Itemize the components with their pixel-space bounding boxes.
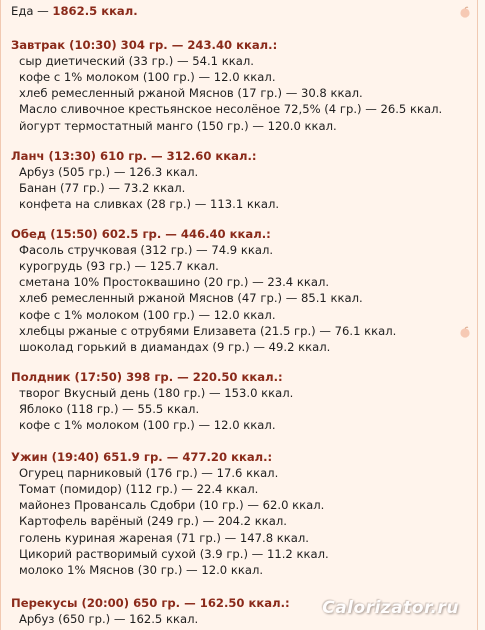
food-item: хлебцы ржаные с отрубями Елизавета (21.5 гр.) — 76.1 ккал. bbox=[19, 324, 397, 338]
meal-section-title: Перекусы (20:00) 650 гр. — 162.50 ккал.: bbox=[11, 596, 290, 610]
food-item: сметана 10% Простоквашино (20 гр.) — 23.4 ккал. bbox=[19, 275, 330, 289]
meal-section-title: Завтрак (10:30) 304 гр. — 243.40 ккал.: bbox=[11, 38, 278, 52]
food-item: сыр диетический (33 гр.) — 54.1 ккал. bbox=[19, 54, 254, 68]
meal-section-title: Ужин (19:40) 651.9 гр. — 477.20 ккал.: bbox=[11, 450, 273, 464]
food-item: майонез Провансаль Сдобри (10 гр.) — 62.0 ккал. bbox=[19, 498, 325, 512]
meal-section-title: Полдник (17:50) 398 гр. — 220.50 ккал.: bbox=[11, 370, 283, 384]
daily-total-label: Еда — bbox=[11, 4, 53, 18]
meal-section-title: Обед (15:50) 602.5 гр. — 446.40 ккал.: bbox=[11, 227, 271, 241]
food-item: йогурт термостатный манго (150 гр.) — 120.0 ккал. bbox=[19, 119, 337, 133]
food-item: Яблоко (118 гр.) — 55.5 ккал. bbox=[19, 402, 200, 416]
food-item: Арбуз (650 гр.) — 162.5 ккал. bbox=[19, 612, 199, 626]
watermark: Calorizator.ru bbox=[322, 598, 459, 618]
food-item: Масло сливочное крестьянское несолёное 72,5% (4 гр.) — 26.5 ккал. bbox=[19, 102, 443, 116]
food-item: конфета на сливках (28 гр.) — 113.1 ккал. bbox=[19, 197, 280, 211]
food-item: кофе с 1% молоком (100 гр.) — 12.0 ккал. bbox=[19, 70, 276, 84]
daily-total-value: 1862.5 ккал. bbox=[52, 4, 138, 18]
food-item: Фасоль стручковая (312 гр.) — 74.9 ккал. bbox=[19, 243, 274, 257]
food-item: молоко 1% Мяснов (30 гр.) — 12.0 ккал. bbox=[19, 563, 264, 577]
apple-icon bbox=[459, 6, 471, 18]
food-item: творог Вкусный день (180 гр.) — 153.0 ккал. bbox=[19, 386, 294, 400]
food-item: шоколад горький в диамандах (9 гр.) — 49.2 ккал. bbox=[19, 340, 331, 354]
food-item: Огурец парниковый (176 гр.) — 17.6 ккал. bbox=[19, 466, 279, 480]
food-item: Арбуз (505 гр.) — 126.3 ккал. bbox=[19, 165, 199, 179]
daily-total bbox=[11, 4, 138, 19]
food-item: кофе с 1% молоком (100 гр.) — 12.0 ккал. bbox=[19, 308, 276, 322]
food-item: Томат (помидор) (112 гр.) — 22.4 ккал. bbox=[19, 482, 259, 496]
meal-section-title: Ланч (13:30) 610 гр. — 312.60 ккал.: bbox=[11, 149, 257, 163]
food-item: хлеб ремесленный ржаной Мяснов (47 гр.) — 85.1 ккал. bbox=[19, 291, 363, 305]
food-item: Банан (77 гр.) — 73.2 ккал. bbox=[19, 181, 186, 195]
food-item: Цикорий растворимый сухой (3.9 гр.) — 11.2 ккал. bbox=[19, 547, 329, 561]
apple-icon bbox=[459, 326, 471, 338]
food-item: хлеб ремесленный ржаной Мяснов (17 гр.) — 30.8 ккал. bbox=[19, 86, 363, 100]
food-item: голень куриная жареная (71 гр.) — 147.8 ккал. bbox=[19, 531, 309, 545]
food-item: кофе с 1% молоком (100 гр.) — 12.0 ккал. bbox=[19, 418, 276, 432]
food-item: Картофель варёный (249 гр.) — 204.2 ккал. bbox=[19, 514, 287, 528]
food-item: курогрудь (93 гр.) — 125.7 ккал. bbox=[19, 259, 219, 273]
